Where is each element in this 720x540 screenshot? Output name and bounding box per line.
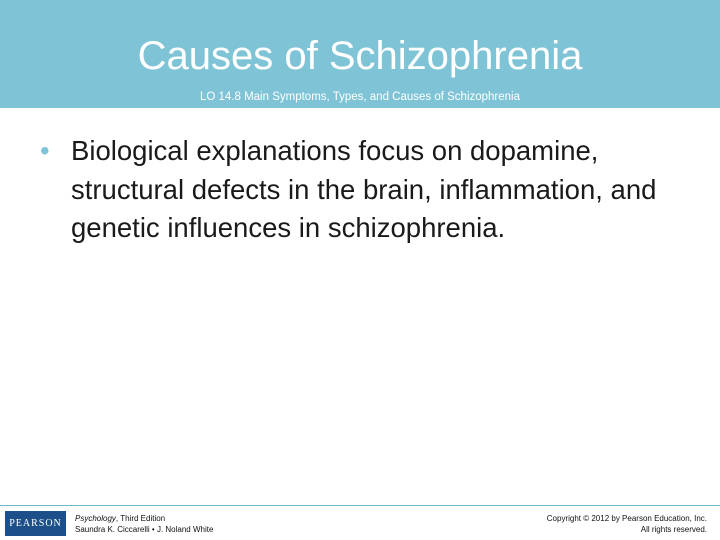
slide-subtitle: LO 14.8 Main Symptoms, Types, and Causes of Schizophrenia [199, 91, 521, 103]
book-authors: Saundra K. Ciccarelli • J. Noland White [75, 524, 214, 534]
bullet-marker: • [40, 135, 50, 166]
logo-text: PEARSON [9, 517, 62, 529]
book-title-line [75, 514, 213, 525]
bullet-text: Biological explanations focus on dopamine, structural defects in the brain, inflammation, and genetic influences in schizophrenia. [71, 135, 657, 243]
book-title: Psychology [75, 514, 116, 523]
title-banner [0, 0, 720, 108]
rights-line: All rights reserved. [640, 524, 707, 534]
footer-divider [0, 505, 720, 506]
bullet-item [40, 132, 680, 248]
slide-content [40, 132, 680, 248]
book-citation [75, 514, 213, 535]
pearson-logo [5, 511, 66, 536]
book-edition: , Third Edition [115, 514, 166, 523]
copyright-line: Copyright © 2012 by Pearson Education, Inc. [546, 514, 707, 523]
slide-title: Causes of Schizophrenia [137, 34, 583, 78]
copyright-notice [547, 514, 707, 535]
